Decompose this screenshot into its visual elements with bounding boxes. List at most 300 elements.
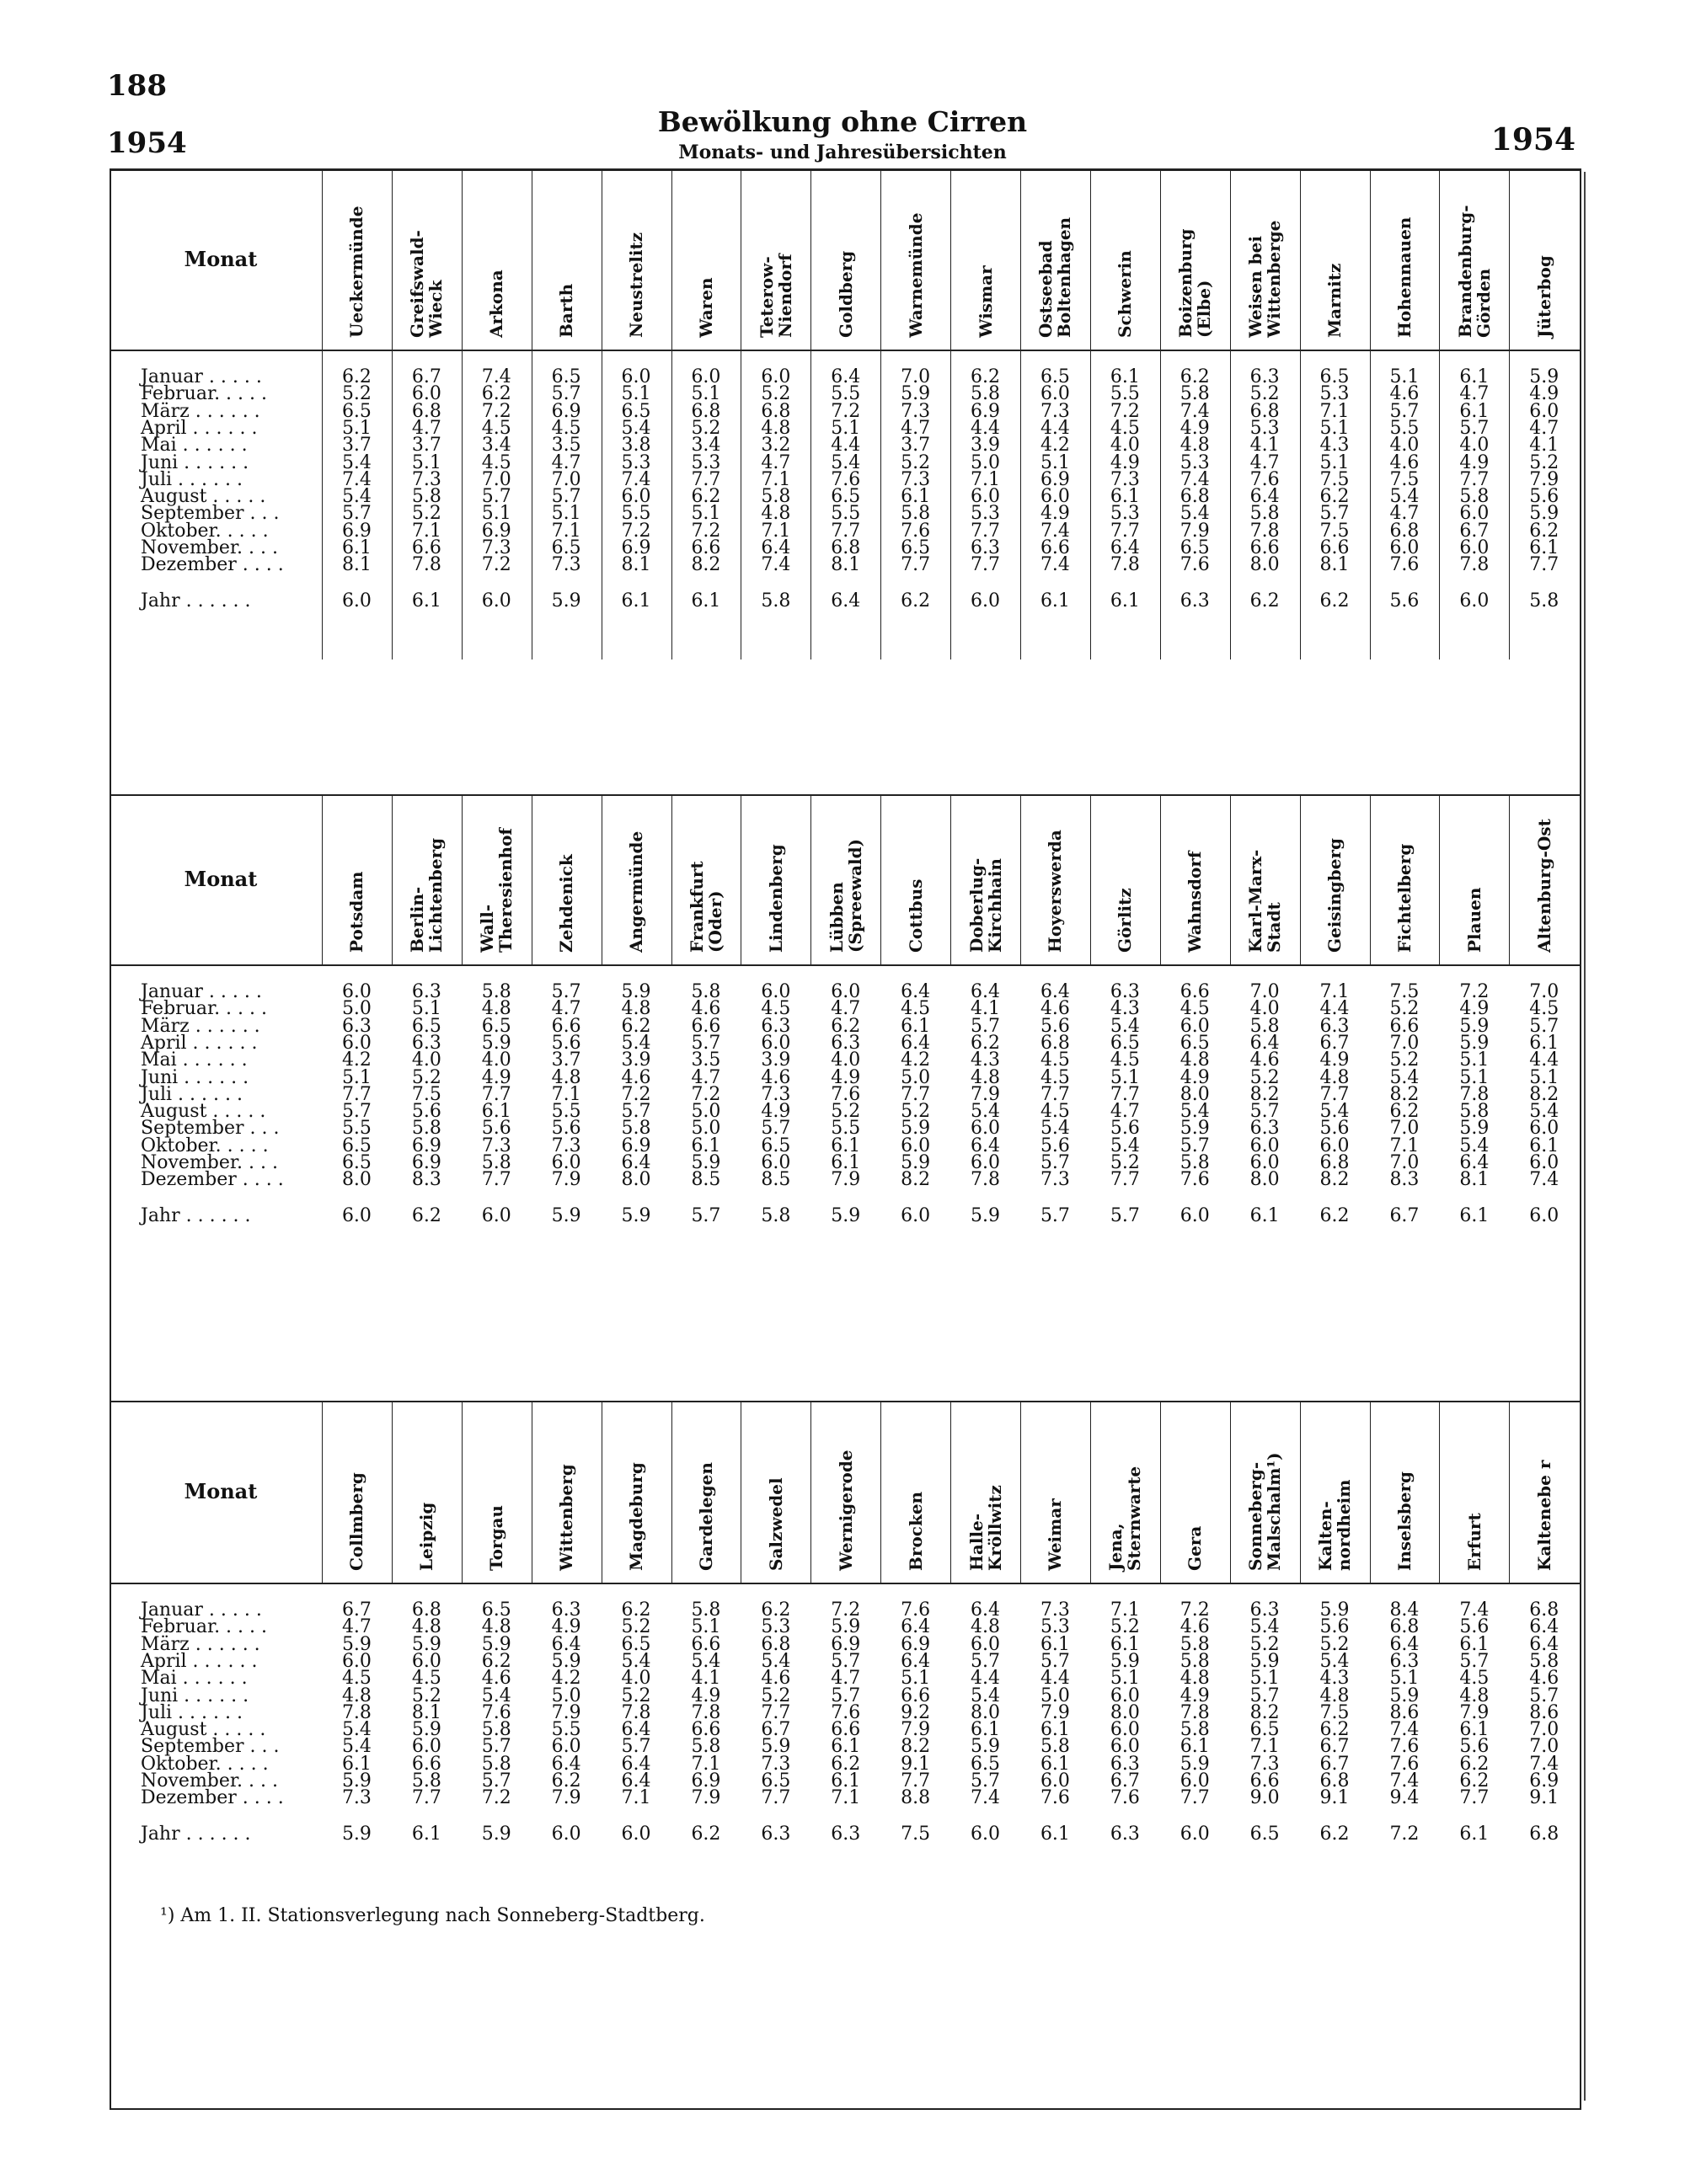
table-cell: 5.4 (481, 1685, 511, 1706)
column-rule (950, 796, 951, 964)
table-cell: 6.8 (1529, 1599, 1559, 1621)
table-cell: 4.9 (691, 1685, 721, 1706)
table-cell: 8.0 (1249, 1169, 1280, 1191)
station-label: Marnitz (1324, 263, 1345, 338)
table-cell: 8.2 (1389, 1083, 1420, 1105)
column-rule (1090, 796, 1091, 964)
table-cell: 5.4 (971, 1685, 1001, 1706)
table-cell: 7.4 (1389, 1719, 1420, 1741)
table-cell: 7.7 (1459, 468, 1490, 490)
station-label: Potsdam (346, 871, 367, 953)
table-cell: 4.4 (971, 417, 1001, 439)
column-rule (462, 796, 463, 964)
table-cell: 6.5 (341, 1135, 372, 1156)
station-label: Arkona (486, 270, 507, 338)
year-cell: 5.7 (691, 1204, 721, 1226)
table-cell: 5.8 (1180, 1152, 1210, 1173)
table-cell: 5.6 (1459, 1736, 1490, 1758)
table-cell: 5.8 (1180, 383, 1210, 405)
month-label: Oktober. . . . . (141, 520, 269, 542)
table-cell: 6.5 (1180, 537, 1210, 558)
station-label: Kaltenebe r (1533, 1460, 1554, 1571)
table-cell: 7.1 (551, 1083, 581, 1105)
table-cell: 7.1 (411, 520, 441, 542)
station-label: Inselsberg (1393, 1471, 1415, 1571)
table-cell: 4.2 (1040, 435, 1070, 457)
table-cell: 6.5 (761, 1135, 791, 1156)
table-cell: 7.6 (1389, 1736, 1420, 1758)
table-cell: 4.4 (1040, 1668, 1070, 1690)
table-cell: 5.8 (971, 383, 1001, 405)
table-cell: 5.9 (1110, 1650, 1140, 1672)
table-cell: 6.2 (481, 383, 511, 405)
table-cell: 7.4 (1180, 468, 1210, 490)
table-cell: 6.3 (551, 1599, 581, 1621)
table-cell: 6.7 (411, 366, 441, 387)
table-cell: 5.2 (1529, 451, 1559, 473)
table-cell: 3.9 (971, 435, 1001, 457)
table-cell: 5.1 (411, 451, 441, 473)
table-cell: 6.5 (621, 1633, 651, 1655)
table-cell: 6.9 (621, 537, 651, 558)
table-block-3 (111, 1401, 1580, 1845)
table-cell: 6.0 (1110, 1736, 1140, 1758)
table-cell: 6.4 (1459, 1152, 1490, 1173)
table-cell: 5.5 (1110, 383, 1140, 405)
table-cell: 5.2 (621, 1685, 651, 1706)
table-cell: 5.1 (1110, 1668, 1140, 1690)
table-cell: 4.7 (341, 1616, 372, 1638)
table-cell: 6.9 (341, 520, 372, 542)
year-cell: 6.1 (1459, 1823, 1490, 1845)
year-cell: 5.7 (1110, 1204, 1140, 1226)
table-cell: 7.5 (1319, 468, 1350, 490)
table-cell: 7.6 (1180, 554, 1210, 576)
year-cell: 6.2 (1319, 1823, 1350, 1845)
table-cell: 5.8 (621, 1118, 651, 1140)
table-cell: 4.5 (1040, 1066, 1070, 1088)
table-cell: 7.9 (1180, 520, 1210, 542)
table-cell: 4.3 (1110, 998, 1140, 1020)
table-cell: 6.9 (691, 1770, 721, 1792)
year-cell: 6.2 (901, 590, 931, 611)
column-rule (1439, 1402, 1440, 1583)
table-cell: 7.4 (1529, 1753, 1559, 1775)
column-rule (1300, 796, 1301, 964)
station-label: Magdeburg (626, 1462, 647, 1571)
table-cell: 7.7 (901, 554, 931, 576)
table-cell: 7.0 (551, 468, 581, 490)
table-cell: 6.1 (1459, 366, 1490, 387)
table-cell: 5.9 (831, 1616, 861, 1638)
table-cell: 5.7 (1319, 503, 1350, 525)
table-cell: 7.1 (1319, 981, 1350, 1002)
table-cell: 5.8 (411, 1118, 441, 1140)
table-cell: 5.8 (1529, 1650, 1559, 1672)
table-cell: 6.1 (831, 1736, 861, 1758)
table-cell: 7.4 (1459, 1599, 1490, 1621)
table-cell: 5.1 (1110, 1066, 1140, 1088)
table-cell: 6.5 (1319, 366, 1350, 387)
table-cell: 4.8 (971, 1066, 1001, 1088)
table-cell: 6.0 (971, 1118, 1001, 1140)
station-label: Frankfurt (Oder) (686, 861, 725, 953)
year-right: 1954 (1490, 122, 1575, 158)
table-cell: 7.9 (1529, 468, 1559, 490)
table-cell: 5.5 (551, 1719, 581, 1741)
table-cell: 6.4 (621, 1753, 651, 1775)
table-cell: 5.9 (691, 1152, 721, 1173)
month-label: Februar. . . . . (141, 383, 268, 405)
table-cell: 7.6 (1249, 468, 1280, 490)
table-cell: 6.1 (1529, 1135, 1559, 1156)
table-cell: 7.9 (1459, 1701, 1490, 1723)
table-cell: 5.6 (1040, 1135, 1070, 1156)
station-label: Salzwedel (765, 1477, 786, 1571)
year-cell: 6.1 (411, 1823, 441, 1845)
table-cell: 6.4 (831, 366, 861, 387)
table-cell: 6.1 (831, 1135, 861, 1156)
station-label: Doberlug- Kirchhain (966, 857, 1005, 953)
year-cell: 6.2 (691, 1823, 721, 1845)
table-cell: 3.4 (481, 435, 511, 457)
table-cell: 4.2 (551, 1668, 581, 1690)
table-cell: 5.2 (1389, 998, 1420, 1020)
table-cell: 8.2 (1319, 1169, 1350, 1191)
station-label: Hoyerswerda (1045, 830, 1066, 953)
table-cell: 6.5 (1249, 1719, 1280, 1741)
table-cell: 6.5 (831, 486, 861, 508)
table-cell: 6.7 (1319, 1032, 1350, 1054)
month-label: Februar. . . . . (141, 998, 268, 1020)
station-label: Brocken (905, 1491, 926, 1571)
month-label: Januar . . . . . (141, 981, 262, 1002)
year-cell: 5.9 (341, 1823, 372, 1845)
column-rule (810, 1402, 811, 1583)
station-label: Collmberg (346, 1472, 367, 1571)
table-cell: 5.9 (971, 1736, 1001, 1758)
table-cell: 7.4 (971, 1787, 1001, 1809)
table-cell: 7.4 (1389, 1770, 1420, 1792)
table-cell: 6.2 (551, 1770, 581, 1792)
table-cell: 7.8 (1249, 520, 1280, 542)
month-label: September . . . (141, 1736, 280, 1758)
table-cell: 5.2 (1319, 1633, 1350, 1655)
station-label: Waren (695, 277, 716, 338)
table-cell: 4.4 (1529, 1049, 1559, 1071)
table-cell: 7.8 (621, 1701, 651, 1723)
monat-header: Monat (184, 867, 258, 891)
table-cell: 4.5 (411, 1668, 441, 1690)
table-cell: 5.7 (551, 383, 581, 405)
table-cell: 6.1 (341, 1753, 372, 1775)
table-cell: 6.8 (1040, 1032, 1070, 1054)
table-cell: 7.3 (1040, 1599, 1070, 1621)
table-cell: 6.0 (411, 1650, 441, 1672)
table-cell: 5.4 (761, 1650, 791, 1672)
table-cell: 7.2 (1110, 400, 1140, 422)
table-cell: 8.1 (411, 1701, 441, 1723)
table-cell: 6.0 (411, 383, 441, 405)
table-cell: 6.0 (551, 1736, 581, 1758)
table-cell: 8.2 (901, 1169, 931, 1191)
table-cell: 7.0 (1529, 1719, 1559, 1741)
table-cell: 7.7 (761, 1787, 791, 1809)
table-cell: 5.7 (831, 1685, 861, 1706)
year-cell: 6.8 (1529, 1823, 1559, 1845)
table-cell: 4.0 (1249, 998, 1280, 1020)
table-cell: 9.1 (901, 1753, 931, 1775)
table-cell: 4.9 (1110, 451, 1140, 473)
table-cell: 4.5 (1110, 417, 1140, 439)
table-cell: 4.1 (1249, 435, 1280, 457)
table-cell: 6.0 (1459, 537, 1490, 558)
monat-header: Monat (184, 1479, 258, 1503)
table-cell: 7.6 (831, 468, 861, 490)
table-cell: 5.5 (831, 383, 861, 405)
table-cell: 6.3 (1319, 1015, 1350, 1037)
table-cell: 4.6 (691, 998, 721, 1020)
table-cell: 6.7 (1110, 1770, 1140, 1792)
table-cell: 7.2 (691, 1083, 721, 1105)
table-cell: 5.7 (481, 486, 511, 508)
table-cell: 6.0 (411, 1736, 441, 1758)
table-cell: 5.7 (1249, 1101, 1280, 1123)
table-cell: 7.6 (1110, 1787, 1140, 1809)
table-cell: 4.0 (831, 1049, 861, 1071)
table-cell: 7.8 (411, 554, 441, 576)
table-cell: 6.4 (1249, 486, 1280, 508)
table-cell: 5.5 (831, 503, 861, 525)
year-cell: 6.0 (481, 590, 511, 611)
table-cell: 6.0 (691, 366, 721, 387)
table-cell: 7.3 (1249, 1753, 1280, 1775)
table-cell: 6.8 (761, 1633, 791, 1655)
column-rule (1509, 796, 1510, 964)
table-cell: 5.4 (831, 451, 861, 473)
table-cell: 5.3 (1040, 1616, 1070, 1638)
year-cell: 6.1 (1249, 1204, 1280, 1226)
table-cell: 7.0 (1529, 1736, 1559, 1758)
station-label: Goldberg (835, 250, 856, 338)
year-cell: 5.8 (761, 1204, 791, 1226)
table-cell: 6.0 (551, 1152, 581, 1173)
table-cell: 6.1 (1459, 1719, 1490, 1741)
month-label: Oktober. . . . . (141, 1753, 269, 1775)
table-cell: 6.1 (1459, 400, 1490, 422)
table-cell: 4.8 (481, 1616, 511, 1638)
month-label: Juli . . . . . . (141, 1701, 243, 1723)
table-cell: 4.7 (831, 1668, 861, 1690)
table-cell: 7.2 (831, 1599, 861, 1621)
table-cell: 6.4 (901, 1032, 931, 1054)
table-cell: 5.4 (621, 1650, 651, 1672)
table-cell: 6.0 (971, 1633, 1001, 1655)
table-cell: 6.0 (1529, 400, 1559, 422)
table-cell: 5.0 (691, 1101, 721, 1123)
table-cell: 5.9 (901, 1118, 931, 1140)
table-cell: 7.5 (1319, 1701, 1350, 1723)
table-cell: 5.1 (901, 1668, 931, 1690)
table-cell: 7.8 (971, 1169, 1001, 1191)
table-cell: 5.1 (621, 383, 651, 405)
month-label: September . . . (141, 503, 280, 525)
table-cell: 6.4 (551, 1753, 581, 1775)
month-label: Dezember . . . . (141, 1787, 284, 1809)
table-cell: 7.8 (341, 1701, 372, 1723)
table-cell: 6.4 (901, 1650, 931, 1672)
table-cell: 5.1 (1319, 451, 1350, 473)
station-label: Erfurt (1463, 1513, 1484, 1571)
year-cell: 6.2 (1319, 590, 1350, 611)
table-cell: 4.7 (1110, 1101, 1140, 1123)
table-cell: 7.7 (341, 1083, 372, 1105)
table-cell: 5.8 (1180, 1650, 1210, 1672)
year-cell: 6.0 (901, 1204, 931, 1226)
table-cell: 7.7 (1110, 520, 1140, 542)
table-cell: 5.9 (341, 1770, 372, 1792)
table-cell: 7.0 (481, 468, 511, 490)
table-cell: 5.9 (901, 383, 931, 405)
station-label: Karl-Marx- Stadt (1245, 849, 1285, 953)
station-label: Weimar (1045, 1498, 1066, 1571)
month-label: November. . . . (141, 1770, 278, 1792)
table-cell: 7.2 (481, 400, 511, 422)
table-cell: 8.5 (691, 1169, 721, 1191)
table-cell: 7.8 (1459, 1083, 1490, 1105)
table-cell: 4.8 (971, 1616, 1001, 1638)
table-cell: 4.4 (971, 1668, 1001, 1690)
table-cell: 7.6 (901, 520, 931, 542)
year-cell: 6.0 (551, 1823, 581, 1845)
table-cell: 6.0 (971, 486, 1001, 508)
table-cell: 4.6 (1389, 451, 1420, 473)
table-cell: 4.3 (971, 1049, 1001, 1071)
table-cell: 6.4 (901, 1616, 931, 1638)
table-cell: 4.5 (551, 417, 581, 439)
table-cell: 6.2 (481, 1650, 511, 1672)
year-cell: 5.9 (481, 1823, 511, 1845)
station-label: Wismar (975, 265, 996, 338)
table-cell: 5.3 (1110, 503, 1140, 525)
year-cell: 6.0 (481, 1204, 511, 1226)
table-cell: 7.0 (1389, 1032, 1420, 1054)
table-cell: 6.9 (901, 1633, 931, 1655)
table-cell: 6.5 (1040, 366, 1070, 387)
month-label: März . . . . . . (141, 400, 260, 422)
table-cell: 6.0 (1110, 1719, 1140, 1741)
table-cell: 6.5 (481, 1599, 511, 1621)
table-cell: 5.7 (831, 1650, 861, 1672)
year-cell: 6.0 (621, 1823, 651, 1845)
table-cell: 6.0 (621, 366, 651, 387)
year-cell: 6.3 (1110, 1823, 1140, 1845)
table-cell: 5.7 (971, 1770, 1001, 1792)
table-cell: 5.4 (621, 1032, 651, 1054)
table-cell: 9.1 (1319, 1787, 1350, 1809)
table-cell: 5.8 (761, 486, 791, 508)
table-cell: 6.0 (1040, 486, 1070, 508)
table-cell: 5.4 (1319, 1650, 1350, 1672)
table-cell: 4.4 (1040, 417, 1070, 439)
year-cell: 6.1 (411, 590, 441, 611)
table-cell: 6.6 (1040, 537, 1070, 558)
month-label: Juni . . . . . . (141, 1066, 249, 1088)
table-cell: 6.5 (481, 1015, 511, 1037)
column-rule (1439, 796, 1440, 964)
table-cell: 8.1 (1319, 554, 1350, 576)
table-cell: 6.1 (1459, 1633, 1490, 1655)
table-cell: 7.9 (551, 1787, 581, 1809)
table-cell: 5.1 (1459, 1049, 1490, 1071)
table-cell: 7.7 (901, 1083, 931, 1105)
year-cell: 6.0 (1180, 1823, 1210, 1845)
table-cell: 6.4 (1389, 1633, 1420, 1655)
station-label: Kalten- nordheim (1315, 1479, 1355, 1571)
station-label: Fichtelberg (1393, 843, 1415, 953)
year-row-label: Jahr . . . . . . (141, 1204, 251, 1226)
table-cell: 7.9 (1040, 1701, 1070, 1723)
table-cell: 6.0 (341, 1032, 372, 1054)
table-cell: 4.1 (1529, 435, 1559, 457)
station-label: Gardelegen (695, 1462, 716, 1571)
table-cell: 8.3 (1389, 1169, 1420, 1191)
month-label: Juni . . . . . . (141, 1685, 249, 1706)
table-cell: 5.4 (341, 1719, 372, 1741)
table-cell: 5.4 (1459, 1135, 1490, 1156)
table-cell: 6.4 (901, 981, 931, 1002)
column-rule (671, 1402, 672, 1583)
station-label: Wittenberg (556, 1464, 577, 1571)
table-cell: 6.3 (1249, 366, 1280, 387)
year-cell: 6.1 (621, 590, 651, 611)
table-cell: 4.9 (1180, 1685, 1210, 1706)
table-cell: 5.9 (1459, 1032, 1490, 1054)
station-label: Ostseebad Boltenhagen (1035, 216, 1075, 338)
table-cell: 5.2 (411, 503, 441, 525)
table-cell: 4.6 (1040, 998, 1070, 1020)
table-cell: 3.9 (621, 1049, 651, 1071)
table-cell: 6.4 (551, 1633, 581, 1655)
station-label: Sonneberg- Malschalm¹) (1245, 1452, 1285, 1571)
table-cell: 5.8 (481, 1719, 511, 1741)
year-cell: 5.9 (551, 1204, 581, 1226)
table-cell: 6.6 (691, 1633, 721, 1655)
table-cell: 5.3 (621, 451, 651, 473)
table-cell: 7.0 (1249, 981, 1280, 1002)
table-cell: 4.5 (1040, 1049, 1070, 1071)
month-label: November. . . . (141, 537, 278, 558)
station-label: Gera (1185, 1525, 1206, 1571)
table-cell: 5.3 (691, 451, 721, 473)
table-cell: 5.2 (341, 383, 372, 405)
column-rule (880, 796, 881, 964)
table-cell: 5.5 (621, 503, 651, 525)
table-cell: 7.5 (1319, 520, 1350, 542)
station-label: Torgau (486, 1505, 507, 1571)
table-cell: 5.9 (1389, 1685, 1420, 1706)
table-cell: 5.6 (1040, 1015, 1070, 1037)
table-cell: 6.1 (1110, 486, 1140, 508)
table-cell: 5.5 (831, 1118, 861, 1140)
table-cell: 7.4 (1180, 400, 1210, 422)
table-cell: 5.7 (551, 981, 581, 1002)
table-cell: 4.7 (901, 417, 931, 439)
table-cell: 7.6 (1180, 1169, 1210, 1191)
table-cell: 9.1 (1529, 1787, 1559, 1809)
table-cell: 5.6 (1319, 1616, 1350, 1638)
month-label: Dezember . . . . (141, 1169, 284, 1191)
